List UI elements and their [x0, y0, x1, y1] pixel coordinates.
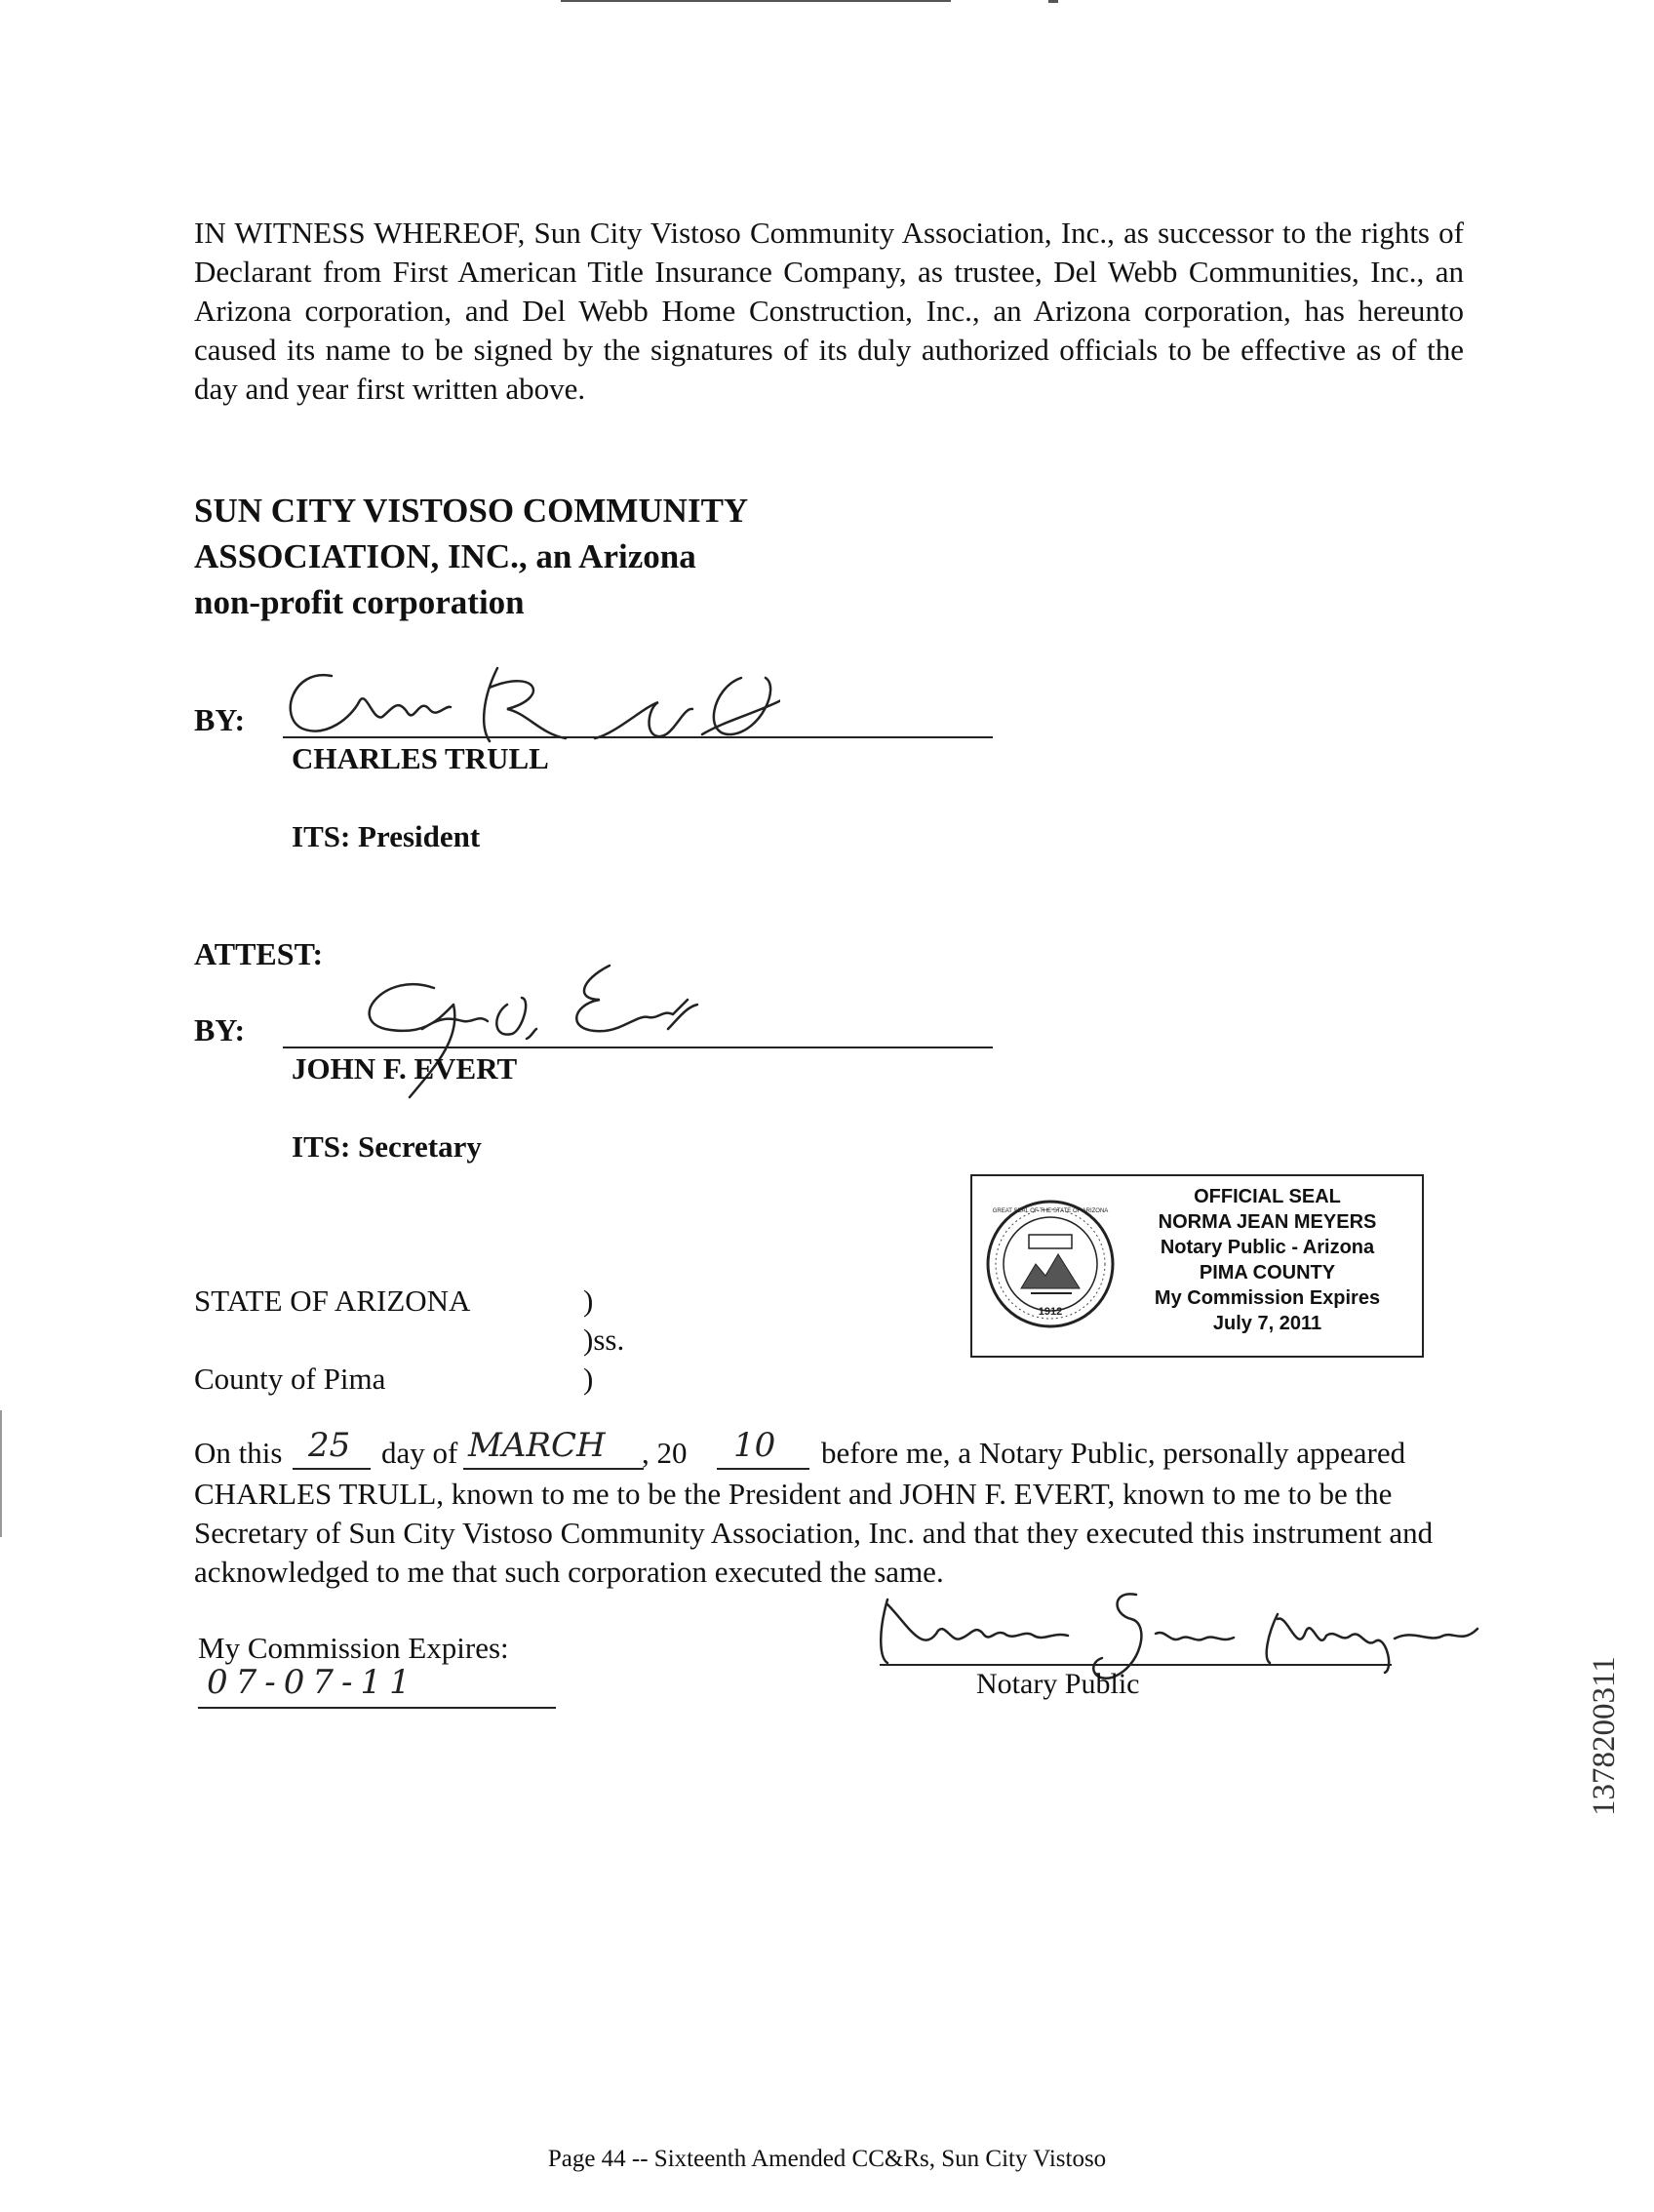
scan-top-line	[561, 0, 951, 2]
seal-line-2: NORMA JEAN MEYERS	[1158, 1211, 1377, 1233]
venue-paren-1: )	[583, 1284, 594, 1318]
commission-date: 07-07-11	[207, 1663, 418, 1702]
attest-label: ATTEST:	[194, 936, 324, 971]
ack-month-value: MARCH	[468, 1426, 606, 1465]
president-signature	[273, 649, 780, 756]
witness-paragraph: IN WITNESS WHEREOF, Sun City Vistoso Community Association, Inc., as successor to the rights of Declarant from First American Title Insurance Company, as trustee, Del Webb Communities, Inc., an Arizona corporation, and Del Webb Home Construction, Inc., an Arizona corporation, has hereunto caused its name to be signed by the signatures of its duly authorized officials to be effective as of the day and year first written above.	[194, 216, 1464, 406]
seal-line-5: My Commission Expires	[1154, 1287, 1381, 1309]
secretary-name: JOHN F. EVERT	[292, 1051, 518, 1086]
organization-line-1: SUN CITY VISTOSO COMMUNITY	[194, 492, 749, 530]
president-title: ITS: President	[292, 819, 481, 853]
organization-block	[194, 488, 748, 625]
notary-signature	[868, 1575, 1492, 1682]
ack-year-value: 10	[733, 1426, 776, 1465]
ack-year-prefix: , 20	[642, 1436, 688, 1470]
ack-rest-line-1: before me, a Notary Public, personally appeared	[821, 1436, 1406, 1470]
official-notary-seal	[970, 1174, 1424, 1358]
bates-number: 1378200311	[1587, 1656, 1622, 1816]
president-name: CHARLES TRULL	[292, 741, 549, 775]
secretary-title: ITS: Secretary	[292, 1129, 482, 1164]
venue-paren-2: )	[583, 1362, 594, 1396]
seal-emblem-ring-text: GREAT SEAL OF THE STATE OF ARIZONA	[992, 1208, 1109, 1214]
notary-public-label: Notary Public	[976, 1668, 1140, 1700]
seal-text	[1119, 1184, 1416, 1336]
ack-day-of: day of	[381, 1436, 458, 1470]
ack-on-this: On this	[194, 1436, 283, 1470]
seal-line-4: PIMA COUNTY	[1199, 1262, 1336, 1284]
page-footer: Page 44 -- Sixteenth Amended CC&Rs, Sun City Vistoso	[547, 2146, 1107, 2172]
notary-signature-line	[880, 1664, 1392, 1666]
commission-line	[198, 1707, 556, 1709]
seal-line-6: July 7, 2011	[1212, 1313, 1322, 1334]
organization-line-2: ASSOCIATION, INC., an Arizona	[194, 537, 696, 575]
ack-day-value: 25	[308, 1426, 351, 1465]
venue-county: County of Pima	[194, 1362, 386, 1396]
venue-state: STATE OF ARIZONA	[194, 1284, 471, 1318]
ack-year-line	[717, 1468, 809, 1470]
state-seal-emblem	[982, 1196, 1119, 1332]
organization-line-3: non-profit corporation	[194, 583, 525, 621]
scan-top-mark	[1048, 0, 1058, 3]
ack-day-line	[293, 1468, 371, 1470]
seal-line-3: Notary Public - Arizona	[1160, 1237, 1375, 1258]
by-label-2: BY:	[194, 1012, 246, 1047]
ack-month-line	[463, 1468, 644, 1470]
ack-body: CHARLES TRULL, known to me to be the President and JOHN F. EVERT, known to me to be the Secretary of Sun City Vistoso Community Association, Inc. and that they executed this instrument and acknowledged to me that such corporation executed the same.	[194, 1477, 1434, 1589]
by-label-1: BY:	[194, 702, 246, 737]
commission-label: My Commission Expires:	[198, 1631, 509, 1665]
seal-year: 1912	[1038, 1306, 1063, 1318]
venue-ss: )ss.	[583, 1323, 625, 1357]
scan-left-mark	[0, 1410, 2, 1537]
seal-line-1: OFFICIAL SEAL	[1194, 1186, 1341, 1207]
